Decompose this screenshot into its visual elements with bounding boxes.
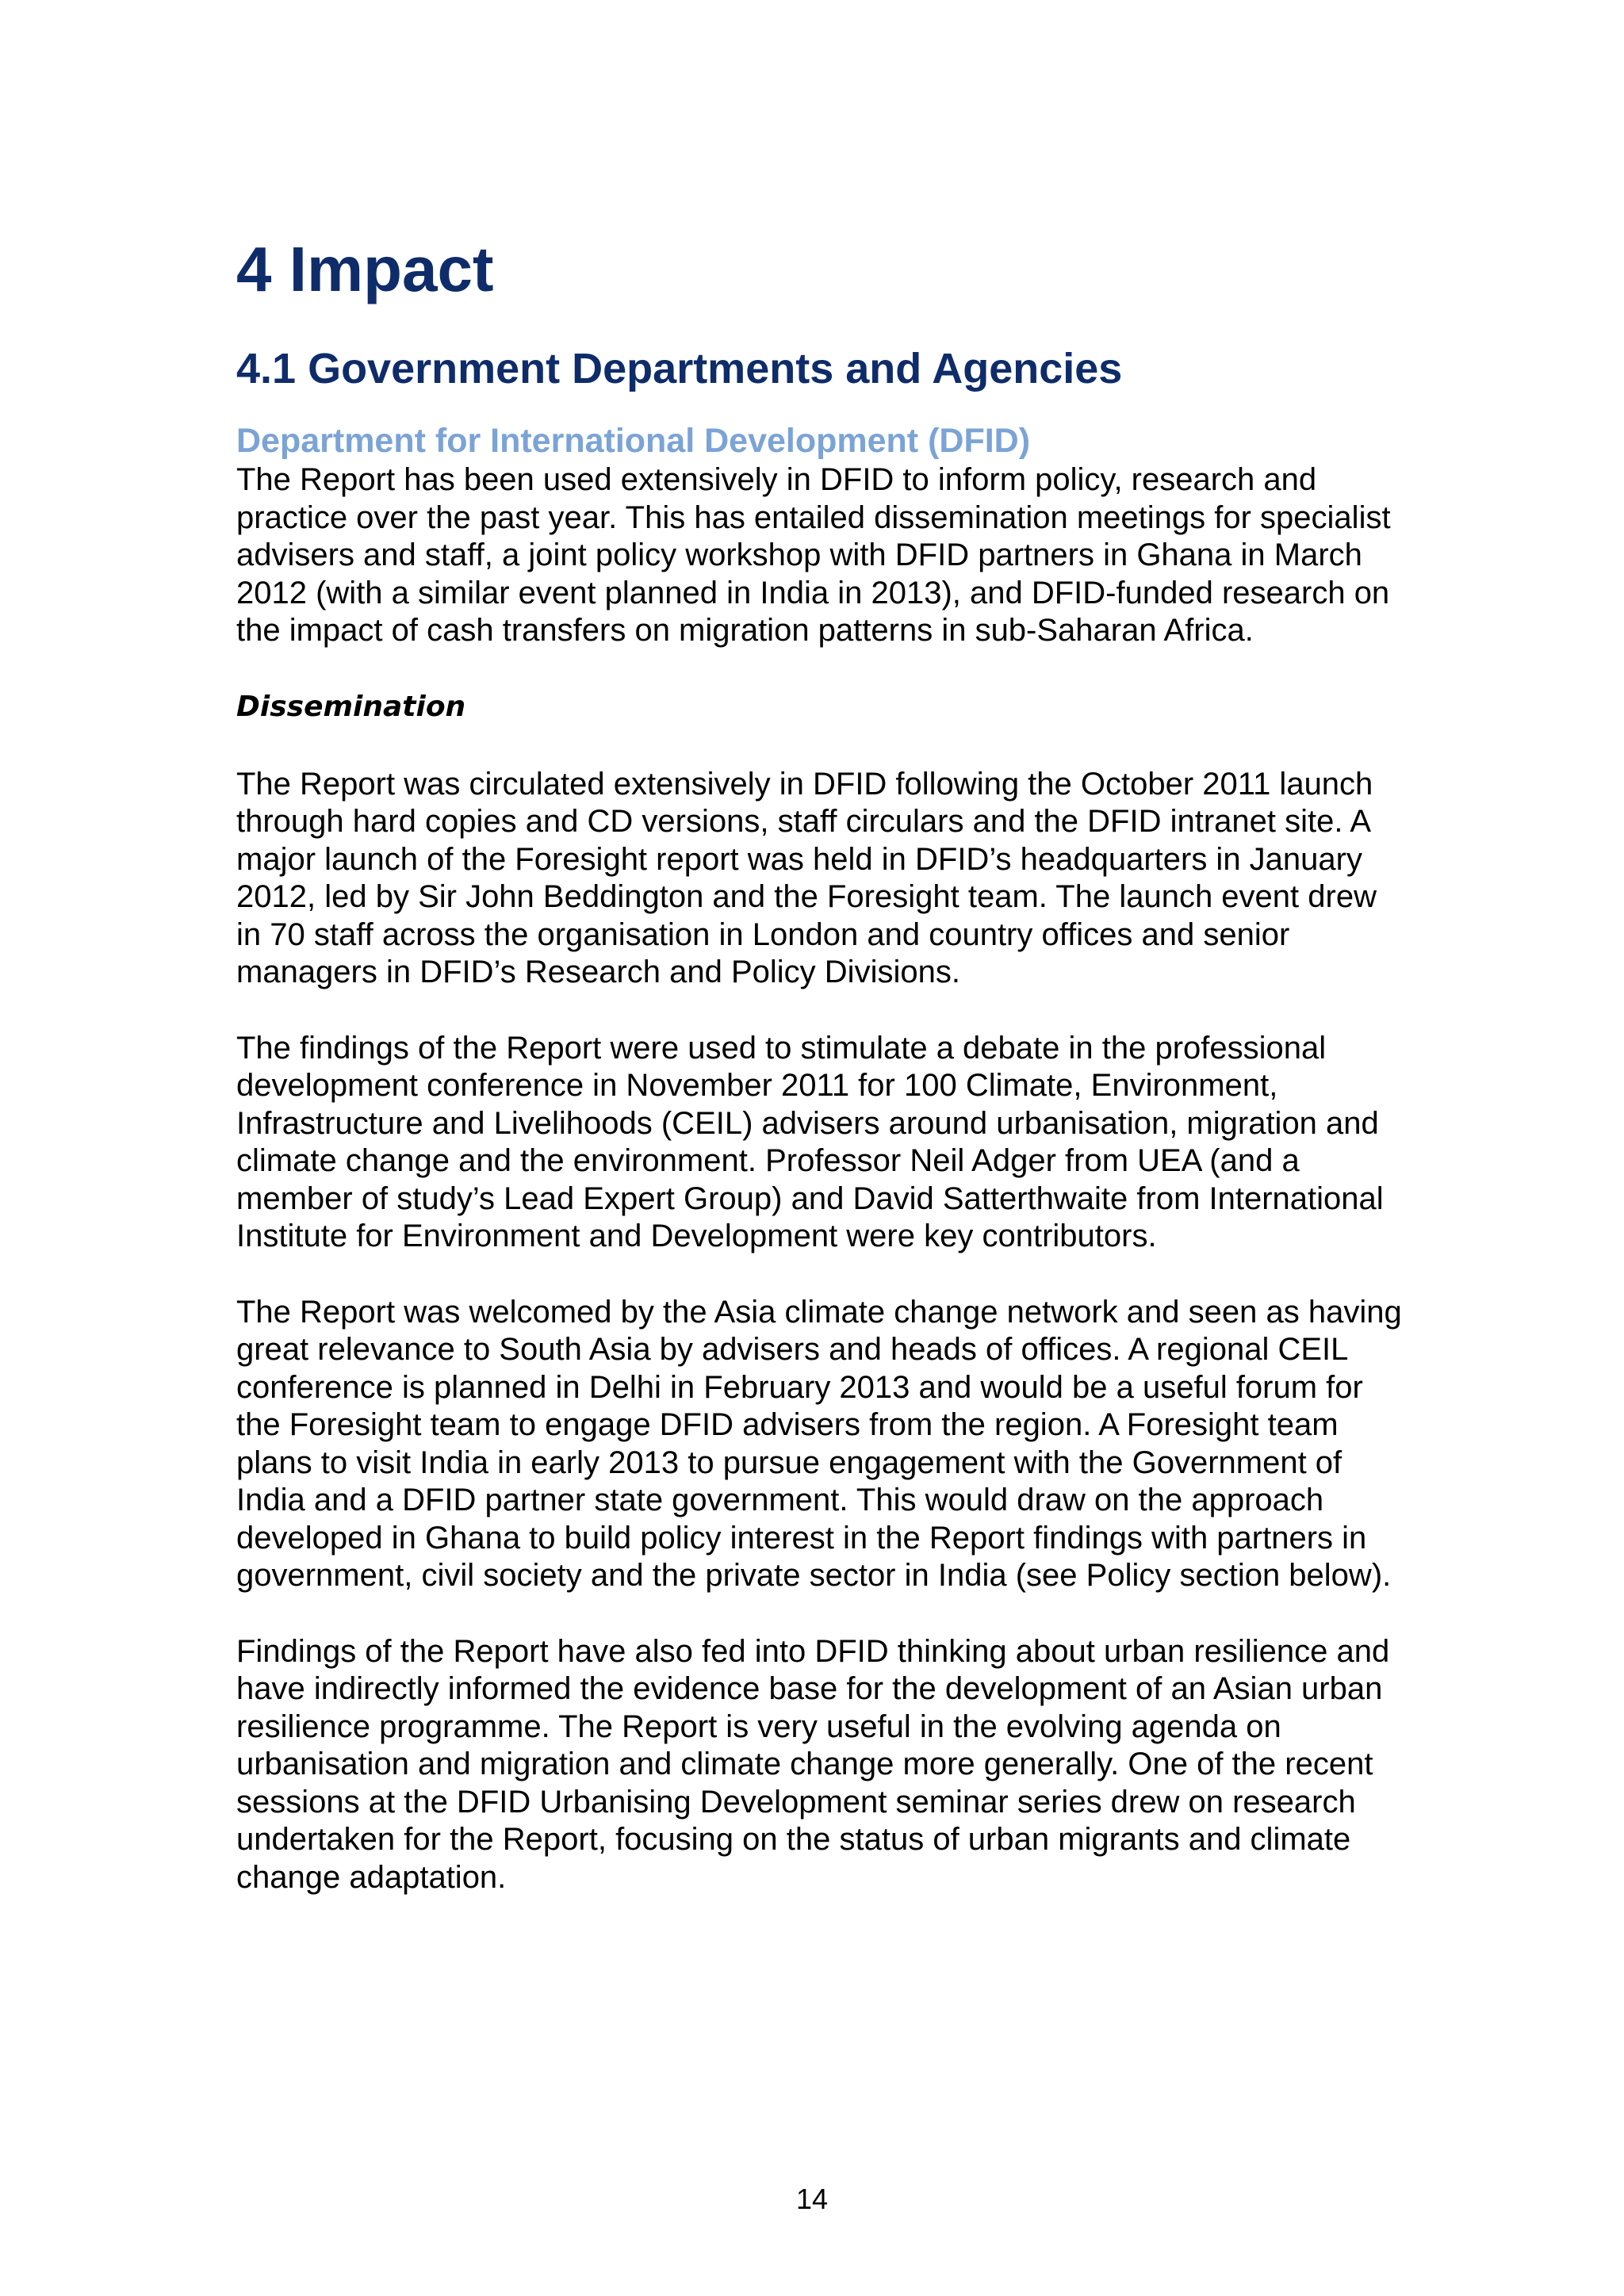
- subsection-heading: Department for International Development (DFID): [236, 422, 1031, 460]
- section-heading: 4.1 Government Departments and Agencies: [236, 345, 1123, 392]
- dissemination-heading: Dissemination: [236, 690, 466, 723]
- page-number: 14: [795, 2183, 829, 2215]
- page-content: [236, 232, 1402, 1896]
- paragraph-circulation: The Report was circulated extensively in DFID following the October 2011 launch through hard copies and CD versions, staff circulars and the DFID intranet site. A major launch of the Foresight report was held in DFID’s headquarters in January 2012, led by Sir John Beddington and the Foresight team. The launch event drew in 70 staff across the organisation in London and country offices and senior managers in DFID’s Research and Policy Divisions.: [236, 766, 1377, 989]
- intro-paragraph: The Report has been used extensively in DFID to inform policy, research and practice over the past year. This has entailed dissemination meetings for specialist advisers and staff, a joint policy workshop with DFID partners in Ghana in March 2012 (with a similar event planned in India in 2013), and DFID-funded research on the impact of cash transfers on migration patterns in sub-Saharan Africa.: [236, 462, 1391, 648]
- paragraph-conference: The findings of the Report were used to stimulate a debate in the professional development conference in November 2011 for 100 Climate, Environment, Infrastructure and Livelihoods (CEIL) advisers around urbanisation, migration and climate change and the environment. Professor Neil Adger from UEA (and a member of study’s Lead Expert Group) and David Satterthwaite from International Institute for Environment and Development were key contributors.: [236, 1030, 1384, 1253]
- paragraph-urban-resilience: Findings of the Report have also fed into DFID thinking about urban resilience and have indirectly informed the evidence base for the development of an Asian urban resilience programme. The Report is very useful in the evolving agenda on urbanisation and migration and climate change more generally. One of the recent sessions at the DFID Urbanising Development seminar series drew on research undertaken for the Report, focusing on the status of urban migrants and climate change adaptation.: [236, 1633, 1390, 1895]
- chapter-heading: 4 Impact: [236, 234, 494, 304]
- paragraph-asia-network: The Report was welcomed by the Asia climate change network and seen as having great relevance to South Asia by advisers and heads of offices. A regional CEIL conference is planned in Delhi in February 2013 and would be a useful forum for the Foresight team to engage DFID advisers from the region. A Foresight team plans to visit India in early 2013 to pursue engagement with the Government of India and a DFID partner state government. This would draw on the approach developed in Ghana to build policy interest in the Report findings with partners in government, civil society and the private sector in India (see Policy section below).: [236, 1294, 1402, 1593]
